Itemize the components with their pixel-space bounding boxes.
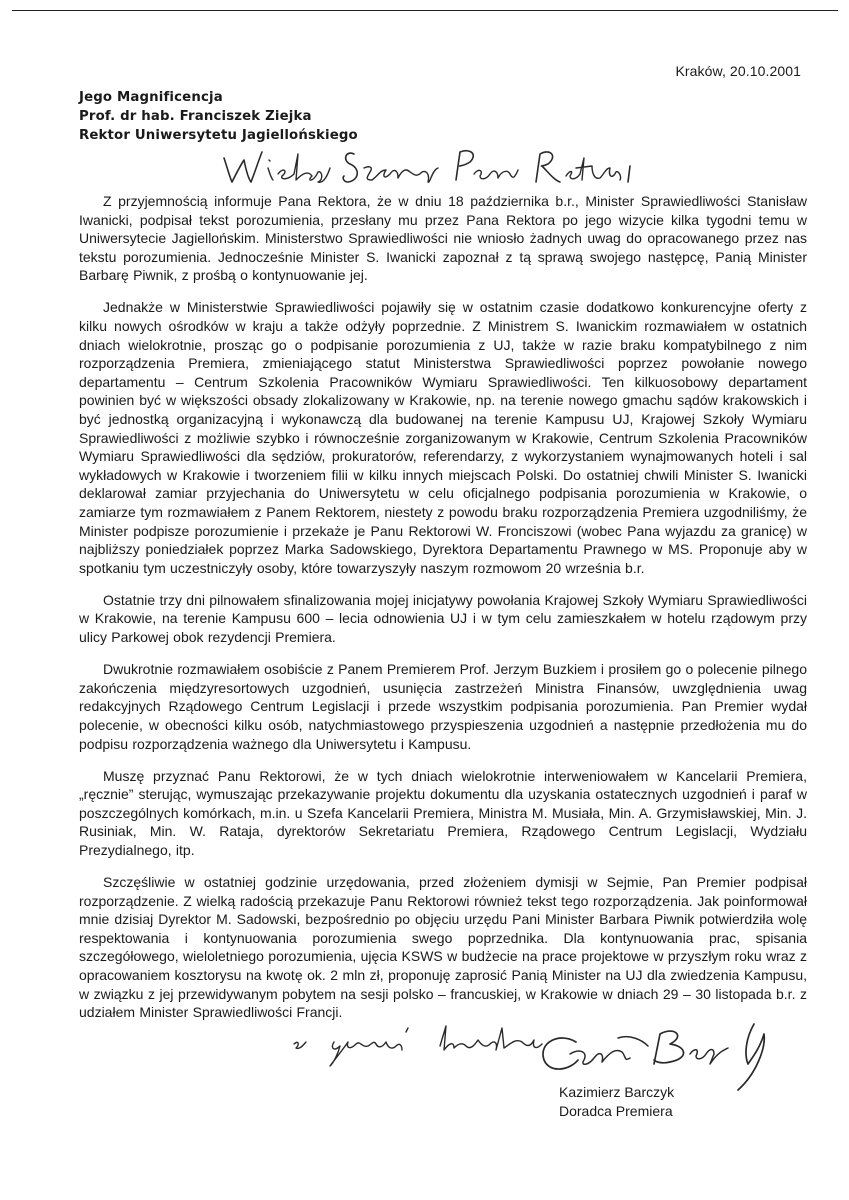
handwritten-closing: [290, 1018, 550, 1068]
addressee-line-3: Rektor Uniwersytetu Jagiellońskiego: [79, 128, 358, 143]
addressee-line-2: Prof. dr hab. Franciszek Ziejka: [79, 109, 312, 124]
addressee-line-1: Jego Magnificencja: [79, 90, 223, 105]
paragraph: Ostatnie trzy dni pilnowałem sfinalizowania mojej inicjatywy powołania Krajowej Szkoły Wymiaru Sprawiedliwości w Krakowie, na terenie Kampusu 600 – lecia odnowienia UJ i w tym celu zamieszkałem w hotelu rządowym przy ulicy Parkowej obok rezydencji Premiera.: [79, 591, 807, 646]
place-date: Kraków, 20.10.2001: [675, 63, 801, 79]
addressee-block: [79, 88, 358, 145]
paragraph: Szczęśliwie w ostatniej godzinie urzędowania, przed złożeniem dymisji w Sejmie, Pan Premier podpisał rozporządzenie. Z wielką radością przekazuje Panu Rektorowi również tekst tego rozporządzenia. Jak poinformował mnie dzisiaj Dyrektor M. Sadowski, bezpośrednio po objęciu urzędu Pani Minister Barbara Piwnik potwierdziła wolę respektowania i kontynuowania porozumienia swego poprzednika. Dla kontynuowania prac, spisania szczegółowego, wieloletniego porozumienia, ujęcia KSWS w budżecie na prace projektowe w przyszłym roku wraz z opracowaniem kosztorysu na kwotę ok. 2 mln zł, proponuję zaprosić Panią Minister na UJ dla zwiedzenia Kampusu, w związku z jej przewidywanym pobytem na sesji polsko – francuskiej, w Krakowie w dniach 29 – 30 listopada b.r. z udziałem Minister Sprawiedliwości Francji.: [79, 874, 807, 1021]
letter-body: [79, 192, 807, 1035]
signer-title: Doradca Premiera: [559, 1102, 673, 1119]
paragraph: Dwukrotnie rozmawiałem osobiście z Panem Premierem Prof. Jerzym Buzkiem i prosiłem go o polecenie pilnego zakończenia międzyresortowych uzgodnień, usunięcia zastrzeżeń Ministra Finansów, uwzględnienia uwag redakcyjnych Rządowego Centrum Legislacji i przede wszystkim podpisania porozumienia. Pan Premier wydał polecenie, w obecności kilku osób, natychmiastowego przyspieszenia uzgodnień a następnie przedłożenia mu do podpisu rozporządzenia ważnego dla Uniwersytetu i Kampusu.: [79, 661, 807, 752]
signer-name: Kazimierz Barczyk: [559, 1084, 675, 1100]
top-rule: [12, 10, 838, 11]
signer-block: [559, 1083, 674, 1120]
paragraph: Jednakże w Ministerstwie Sprawiedliwości pojawiły się w ostatnim czasie dodatkowo konkurencyjne oferty z kilku nowych ośrodków w kraju a także odżyły poprzednie. Z Ministrem S. Iwanickim rozmawiałem w ostatnich dniach wielokrotnie, prosząc go o podpisanie porozumienia z UJ, także w razie braku kompatybilnego z nim rozporządzenia Premiera, zmieniającego statut Ministerstwa Sprawiedliwości poprzez powołanie nowego departamentu – Centrum Szkolenia Pracowników Wymiaru Sprawiedliwości. Ten kilkuosobowy departament powinien być w większości obsady zlokalizowany w Krakowie, np. na terenie nowego gmachu sądów krakowskich i być jednostką organizacyjną i wykonawczą dla budowanej na terenie Kampusu UJ, Krajowej Szkoły Wymiaru Sprawiedliwości z możliwie szybko i równocześnie zorganizowanym w Krakowie, Centrum Szkolenia Pracowników Wymiaru Sprawiedliwości dla sędziów, prokuratorów, referendarzy, z wykorzystaniem wynajmowanych hoteli i sal wykładowych w Krakowie i tworzeniem filii w kilku innych miejscach Polski. Do ostatniej chwili Minister S. Iwanicki deklarował zamiar przyjechania do Uniwersytetu w celu oficjalnego podpisania porozumienia w Krakowie, o zamiarze tym rozmawiałem z Panem Rektorem, niestety z powodu braku rozporządzenia Premiera uzgodniliśmy, że Minister podpisze porozumienie i przekaże je Panu Rektorowi W. Fronciszowi (wobec Pana wyjazdu za granicę) w najbliższy poniedziałek poprzez Marka Sadowskiego, Dyrektora Departamentu Prawnego w MS. Proponuje aby w spotkaniu tym uczestniczyły osoby, które towarzyszyły naszym rozmowom 20 września b.r.: [79, 299, 807, 576]
handwritten-salutation: [218, 140, 638, 190]
paragraph: Z przyjemnością informuje Pana Rektora, że w dniu 18 października b.r., Minister Sprawiedliwości Stanisław Iwanicki, podpisał tekst porozumienia, przesłany mu przez Pana Rektora po jego wizycie kilka tygodni temu w Uniwersytecie Jagiellońskim. Ministerstwo Sprawiedliwości nie wniosło żadnych uwag do opracowanego przez nas tekstu porozumienia. Jednocześnie Minister S. Iwanicki zapoznał z tą sprawą swojego następcę, Panią Minister Barbarę Piwnik, z prośbą o kontynuowanie jej.: [79, 193, 807, 284]
paragraph: Muszę przyznać Panu Rektorowi, że w tych dniach wielokrotnie interweniowałem w Kancelarii Premiera, „ręcznie” sterując, wymuszając przekazywanie projektu dokumentu dla uzyskania ostatecznych uzgodnień i paraf w poszczególnych komórkach, m.in. u Szefa Kancelarii Premiera, Ministra M. Musiała, Min. A. Grzymisławskiej, Min. J. Rusiniak, Min. W. Rataja, dyrektorów Sekretariatu Premiera, Rządowego Centrum Legislacji, Wydziału Prezydialnego, itp.: [79, 767, 807, 858]
